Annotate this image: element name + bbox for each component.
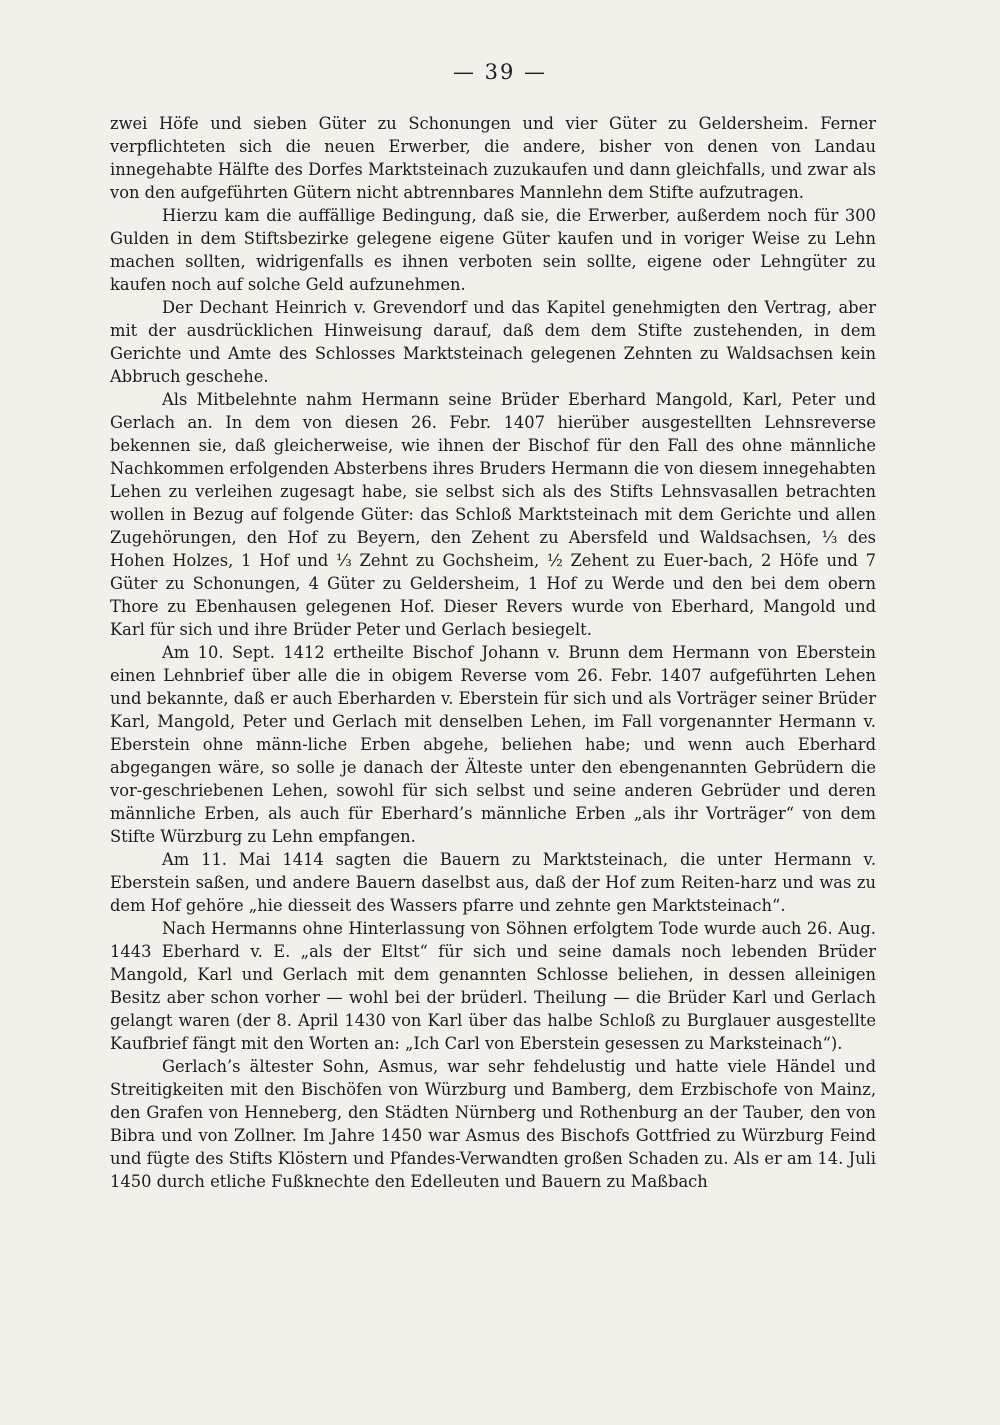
paragraph-8: Gerlach’s ältester Sohn, Asmus, war sehr fehdelustig und hatte viele Händel und Streitigkeiten mit den Bischöfen von Würzburg und Bamberg, dem Erzbischofe von Mainz, den Grafen von Henneberg, den Städten Nürnberg und Rothenburg an der Tauber, den von Bibra und von Zollner. Im Jahre 1450 war Asmus des Bischofs Gottfried zu Würzburg Feind und fügte des Stifts Klöstern und Pfandes-Verwandten großen Schaden zu. Als er am 14. Juli 1450 durch etliche Fußknechte den Edelleuten und Bauern zu Maßbach: [110, 1057, 876, 1191]
paragraph-3: Der Dechant Heinrich v. Grevendorf und das Kapitel genehmigten den Vertrag, aber mit der ausdrücklichen Hinweisung darauf, daß dem dem Stifte zustehenden, in dem Gerichte und Amte des Schlosses Marktsteinach gelegenen Zehnten zu Waldsachsen kein Abbruch geschehe.: [110, 298, 876, 386]
body-text: [110, 112, 876, 1193]
paragraph-6: Am 11. Mai 1414 sagten die Bauern zu Marktsteinach, die unter Hermann v. Eberstein saßen, und andere Bauern daselbst aus, daß der Hof zum Reiten-harz und was zu dem Hof gehöre „hie diesseit des Wassers pfarre und zehnte gen Marktsteinach“.: [110, 850, 876, 915]
paragraph-7: Nach Hermanns ohne Hinterlassung von Söhnen erfolgtem Tode wurde auch 26. Aug. 1443 Eberhard v. E. „als der Eltst“ für sich und seine damals noch lebenden Brüder Mangold, Karl und Gerlach mit dem genannten Schlosse beliehen, in dessen alleinigen Besitz aber schon vorher — wohl bei der brüderl. Theilung — die Brüder Karl und Gerlach gelangt waren (der 8. April 1430 von Karl über das halbe Schloß zu Burglauer ausgestellte Kaufbrief fängt mit den Worten an: „Ich Carl von Eberstein gesessen zu Marksteinach“).: [110, 919, 876, 1053]
paragraph-1: zwei Höfe und sieben Güter zu Schonungen und vier Güter zu Geldersheim. Ferner verpflichteten sich die neuen Erwerber, die andere, bisher von denen von Landau innegehabte Hälfte des Dorfes Marktsteinach zuzukaufen und dann gleichfalls, und zwar als von den aufgeführten Gütern nicht abtrennbares Mannlehn dem Stifte aufzutragen.: [110, 114, 876, 202]
paragraph-4: Als Mitbelehnte nahm Hermann seine Brüder Eberhard Mangold, Karl, Peter und Gerlach an. In dem von diesen 26. Febr. 1407 hierüber ausgestellten Lehnsreverse bekennen sie, daß gleicherweise, wie ihnen der Bischof für den Fall des ohne männliche Nachkommen erfolgenden Absterbens ihres Bruders Hermann die von diesem innegehabten Lehen zu verleihen zugesagt habe, sie selbst sich als des Stifts Lehnsvasallen betrachten wollen in Bezug auf folgende Güter: das Schloß Marktsteinach mit dem Gerichte und allen Zugehörungen, den Hof zu Beyern, den Zehent zu Abersfeld und Waldsachsen, ⅓ des Hohen Holzes, 1 Hof und ⅓ Zehnt zu Gochsheim, ½ Zehent zu Euer-bach, 2 Höfe und 7 Güter zu Schonungen, 4 Güter zu Geldersheim, 1 Hof zu Werde und den bei dem obern Thore zu Ebenhausen gelegenen Hof. Dieser Revers wurde von Eberhard, Mangold und Karl für sich und ihre Brüder Peter und Gerlach besiegelt.: [110, 390, 876, 639]
paragraph-2: Hierzu kam die auffällige Bedingung, daß sie, die Erwerber, außerdem noch für 300 Gulden in dem Stiftsbezirke gelegene eigene Güter kaufen und in voriger Weise zu Lehn machen sollten, widrigenfalls es ihnen verboten sein sollte, eigene oder Lehngüter zu kaufen noch auf solche Geld aufzunehmen.: [110, 206, 876, 294]
paragraph-5: Am 10. Sept. 1412 ertheilte Bischof Johann v. Brunn dem Hermann von Eberstein einen Lehnbrief über alle die in obigem Reverse vom 26. Febr. 1407 aufgeführten Lehen und bekannte, daß er auch Eberharden v. Eberstein für sich und als Vorträger seiner Brüder Karl, Mangold, Peter und Gerlach mit denselben Lehen, im Fall vorgenannter Hermann v. Eberstein ohne männ-liche Erben abgehe, beliehen habe; und wenn auch Eberhard abgegangen wäre, so solle je danach der Älteste unter den ebengenannten Gebrüdern die vor-geschriebenen Lehen, sowohl für sich selbst und seine anderen Gebrüder und deren männliche Erben, als auch für Eberhard’s männliche Erben „als ihr Vorträger“ von dem Stifte Würzburg zu Lehn empfangen.: [110, 643, 876, 846]
page-number: — 39 —: [452, 60, 548, 84]
